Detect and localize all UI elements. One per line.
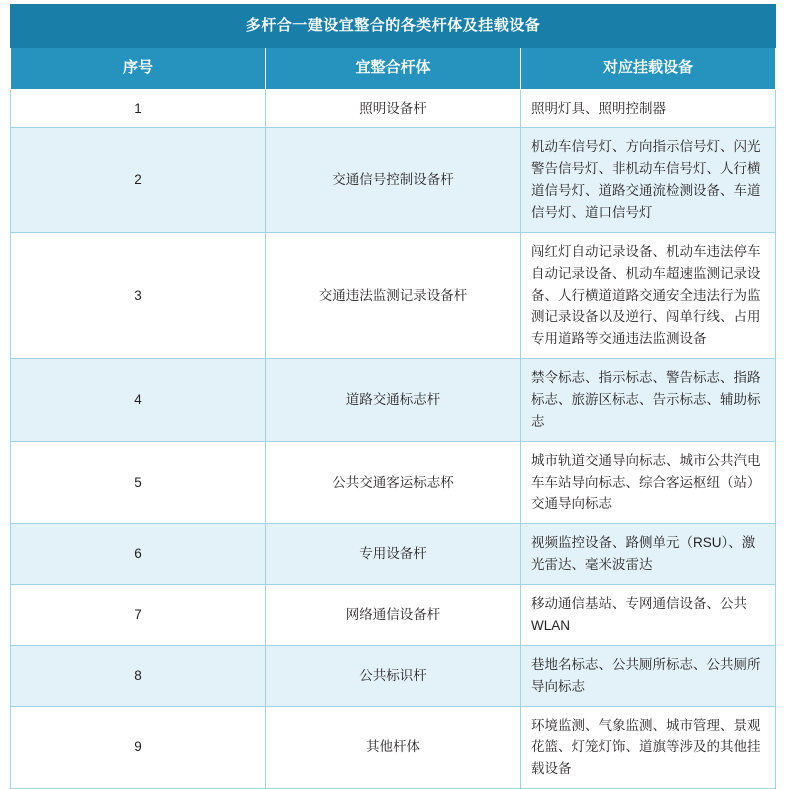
row-no: 4: [11, 359, 266, 442]
row-pole: 交通信号控制设备杆: [266, 128, 521, 232]
row-no: 8: [11, 645, 266, 706]
row-pole: 其他杆体: [266, 706, 521, 789]
row-no: 6: [11, 524, 266, 585]
table-container: [10, 4, 776, 789]
row-no: 5: [11, 441, 266, 524]
table-row: [11, 232, 776, 358]
row-pole: 照明设备杆: [266, 89, 521, 128]
table-row: [11, 89, 776, 128]
row-equipment: 视频监控设备、路侧单元（RSU）、激光雷达、毫米波雷达: [521, 524, 776, 585]
pole-integration-table: [10, 4, 776, 789]
row-equipment: 禁令标志、指示标志、警告标志、指路标志、旅游区标志、告示标志、辅助标志: [521, 359, 776, 442]
table-row: [11, 524, 776, 585]
row-equipment: 城市轨道交通导向标志、城市公共汽电车车站导向标志、综合客运枢纽（站）交通导向标志: [521, 441, 776, 524]
table-row: [11, 585, 776, 646]
row-no: 7: [11, 585, 266, 646]
column-header-pole: 宜整合杆体: [266, 48, 521, 89]
table-row: [11, 128, 776, 232]
row-equipment: 闯红灯自动记录设备、机动车违法停车自动记录设备、机动车超速监测记录设备、人行横道道路交通安全违法行为监测记录设备以及逆行、闯单行线、占用专用道路等交通违法监测设备: [521, 232, 776, 358]
row-no: 9: [11, 706, 266, 789]
row-equipment: 巷地名标志、公共厕所标志、公共厕所导向标志: [521, 645, 776, 706]
table-row: [11, 359, 776, 442]
row-pole: 专用设备杆: [266, 524, 521, 585]
table-body: [11, 5, 776, 789]
table-row: [11, 645, 776, 706]
row-pole: 道路交通标志杆: [266, 359, 521, 442]
table-header-row: [11, 48, 776, 89]
row-equipment: 照明灯具、照明控制器: [521, 89, 776, 128]
row-pole: 公共交通客运标志杯: [266, 441, 521, 524]
row-equipment: 环境监测、气象监测、城市管理、景观花篮、灯笼灯饰、道旗等涉及的其他挂载设备: [521, 706, 776, 789]
column-header-no: 序号: [11, 48, 266, 89]
row-no: 2: [11, 128, 266, 232]
row-equipment: 机动车信号灯、方向指示信号灯、闪光警告信号灯、非机动车信号灯、人行横道信号灯、道路交通流检测设备、车道信号灯、道口信号灯: [521, 128, 776, 232]
table-title: 多杆合一建设宜整合的各类杆体及挂载设备: [11, 5, 776, 48]
table-row: [11, 441, 776, 524]
row-equipment: 移动通信基站、专网通信设备、公共 WLAN: [521, 585, 776, 646]
row-no: 1: [11, 89, 266, 128]
column-header-equipment: 对应挂载设备: [521, 48, 776, 89]
table-title-row: [11, 5, 776, 48]
row-pole: 公共标识杆: [266, 645, 521, 706]
row-pole: 网络通信设备杆: [266, 585, 521, 646]
row-pole: 交通违法监测记录设备杆: [266, 232, 521, 358]
row-no: 3: [11, 232, 266, 358]
table-row: [11, 706, 776, 789]
